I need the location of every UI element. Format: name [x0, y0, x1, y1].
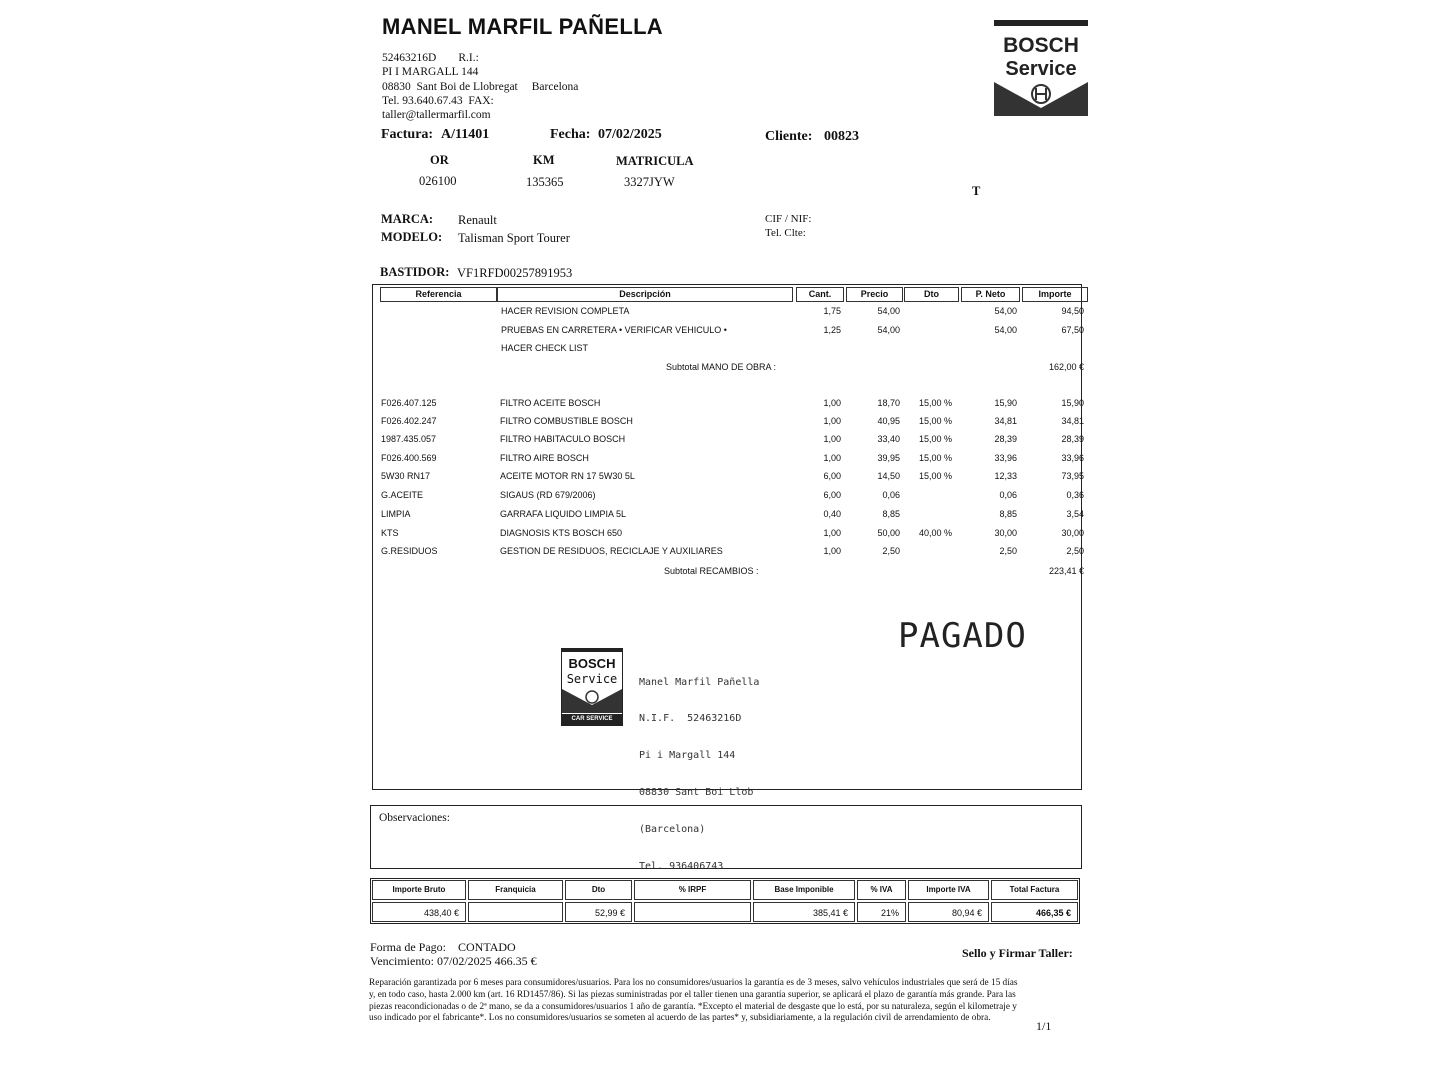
- cell-price: 33,40: [877, 434, 900, 444]
- parts-subtotal-value: 223,41 €: [1048, 566, 1084, 576]
- cell-desc: GARRAFA LIQUIDO LIMPIA 5L: [500, 509, 627, 519]
- cell-amount: 28,39: [1061, 434, 1084, 444]
- totals-header: Dto: [565, 880, 632, 900]
- bosch-armature-icon: [994, 82, 1088, 116]
- cell-net: 54,00: [994, 306, 1017, 316]
- invoice-number-label: Factura:: [381, 127, 434, 142]
- logo-word-service: Service: [1005, 58, 1077, 80]
- cell-disc: 15,00 %: [918, 434, 952, 444]
- table-row: [0, 325, 1440, 341]
- table-row: [0, 416, 1440, 432]
- table-row: [0, 306, 1440, 322]
- cell-qty: 6,00: [823, 490, 841, 500]
- cell-net: 0,06: [999, 490, 1017, 500]
- cell-price: 8,85: [882, 509, 900, 519]
- cell-net: 12,33: [994, 471, 1017, 481]
- totals-header: Total Factura: [991, 880, 1078, 900]
- cell-qty: 1,75: [823, 306, 841, 316]
- table-row: [0, 490, 1440, 506]
- total-discount: 52,99 €: [565, 902, 632, 922]
- company-name: MANEL MARFIL PAÑELLA: [382, 14, 663, 39]
- total-gross: 438,40 €: [372, 902, 466, 922]
- cell-amount: 0,36: [1066, 490, 1084, 500]
- company-province: Barcelona: [531, 81, 579, 93]
- company-address: PI I MARGALL 144: [382, 66, 479, 78]
- stamp-line: (Barcelona): [639, 824, 706, 836]
- table-row: [0, 528, 1440, 544]
- stamp-logo-car-service: CAR SERVICE: [562, 714, 622, 725]
- payment-due: 07/02/2025 466.35 €: [436, 954, 537, 968]
- plate-value: 3327JYW: [624, 175, 675, 189]
- chassis-label: BASTIDOR:: [380, 265, 450, 279]
- invoice-date: 07/02/2025: [598, 127, 662, 142]
- parts-subtotal-row: [0, 566, 1440, 582]
- cell-ref: F026.400.569: [381, 453, 437, 463]
- brand-value: Renault: [458, 213, 497, 227]
- cell-qty: 1,00: [823, 416, 841, 426]
- or-value: 026100: [419, 174, 457, 188]
- table-row: [0, 546, 1440, 562]
- km-label: KM: [533, 153, 555, 167]
- total-irpf: [634, 902, 751, 922]
- stamp-logo-word-service: Service: [566, 672, 618, 686]
- payment-method-line: [370, 940, 516, 955]
- marker-t: T: [972, 184, 981, 198]
- cell-amount: 30,00: [1061, 528, 1084, 538]
- observations-label: Observaciones:: [379, 812, 450, 824]
- cell-qty: 1,00: [823, 398, 841, 408]
- cell-qty: 1,00: [823, 434, 841, 444]
- page-number: 1/1: [1036, 1019, 1052, 1033]
- cell-amount: 73,95: [1061, 471, 1084, 481]
- payment-due-line: [370, 954, 537, 969]
- cell-qty: 1,00: [823, 528, 841, 538]
- cell-desc: DIAGNOSIS KTS BOSCH 650: [500, 528, 623, 538]
- col-header-desc: Descripción: [497, 287, 793, 302]
- cell-amount: 15,90: [1061, 398, 1084, 408]
- cell-disc: 15,00 %: [918, 471, 952, 481]
- logo-word-bosch: BOSCH: [1003, 34, 1079, 57]
- cell-ref: KTS: [381, 528, 399, 538]
- cell-desc: FILTRO ACEITE BOSCH: [500, 398, 601, 408]
- cell-price: 0,06: [882, 490, 900, 500]
- cell-net: 30,00: [994, 528, 1017, 538]
- client-number: 00823: [824, 129, 859, 144]
- table-row: [0, 453, 1440, 469]
- cell-net: 2,50: [999, 546, 1017, 556]
- table-row: [0, 343, 1440, 359]
- labour-subtotal-value: 162,00 €: [1048, 362, 1084, 372]
- cell-disc: 15,00 %: [918, 416, 952, 426]
- cell-price: 2,50: [882, 546, 900, 556]
- stamp-line: Pi i Margall 144: [639, 750, 736, 762]
- cell-desc: HACER CHECK LIST: [501, 343, 589, 353]
- cell-net: 54,00: [994, 325, 1017, 335]
- cell-qty: 6,00: [823, 471, 841, 481]
- cell-desc: ACEITE MOTOR RN 17 5W30 5L: [500, 471, 635, 481]
- cell-price: 40,95: [877, 416, 900, 426]
- payment-due-label: Vencimiento:: [370, 954, 434, 968]
- cell-disc: 15,00 %: [918, 398, 952, 408]
- cell-ref: G.RESIDUOS: [381, 546, 438, 556]
- labour-subtotal-label: Subtotal MANO DE OBRA :: [666, 362, 777, 372]
- table-row: [0, 398, 1440, 414]
- total-invoice: 466,35 €: [991, 902, 1078, 922]
- col-header-ref: Referencia: [380, 287, 497, 302]
- total-taxable-base: 385,41 €: [753, 902, 855, 922]
- client-label: Cliente:: [765, 129, 813, 144]
- cell-price: 18,70: [877, 398, 900, 408]
- brand-label: MARCA:: [381, 212, 434, 226]
- or-label: OR: [430, 153, 449, 167]
- stamp-logo-word-bosch: BOSCH: [568, 656, 616, 671]
- total-vat-rate: 21%: [857, 902, 906, 922]
- total-vat-amount: 80,94 €: [908, 902, 989, 922]
- totals-header: Importe IVA: [908, 880, 989, 900]
- cell-net: 33,96: [994, 453, 1017, 463]
- bosch-service-logo: [994, 20, 1088, 116]
- cell-price: 54,00: [877, 325, 900, 335]
- model-value: Talisman Sport Tourer: [458, 231, 570, 245]
- plate-label: MATRICULA: [616, 154, 694, 168]
- cell-qty: 1,25: [823, 325, 841, 335]
- totals-header: % IVA: [857, 880, 906, 900]
- cell-price: 54,00: [877, 306, 900, 316]
- cell-qty: 0,40: [823, 509, 841, 519]
- company-phone: Tel. 93.640.67.43 FAX:: [382, 95, 494, 107]
- cell-amount: 67,50: [1061, 325, 1084, 335]
- table-row: [0, 509, 1440, 525]
- invoice-date-label: Fecha:: [550, 127, 591, 142]
- stamp-line: 08830 Sant Boi Llob: [639, 787, 754, 799]
- table-row: [0, 434, 1440, 450]
- cell-ref: LIMPIA: [381, 509, 411, 519]
- company-nif-line: [382, 51, 479, 65]
- cell-desc: SIGAUS (RD 679/2006): [500, 490, 596, 500]
- paid-stamp: PAGADO: [898, 616, 1027, 656]
- cell-desc: GESTION DE RESIDUOS, RECICLAJE Y AUXILIARES: [500, 546, 723, 556]
- cell-qty: 1,00: [823, 453, 841, 463]
- col-header-amount: Importe: [1022, 287, 1088, 302]
- cell-price: 39,95: [877, 453, 900, 463]
- observations-box: [370, 805, 1082, 869]
- company-nif: 52463216D: [382, 52, 437, 64]
- cell-desc: FILTRO COMBUSTIBLE BOSCH: [500, 416, 633, 426]
- company-email: taller@tallermarfil.com: [382, 109, 491, 121]
- cell-amount: 2,50: [1066, 546, 1084, 556]
- stamp-armature-icon: [562, 689, 622, 713]
- cell-ref: F026.407.125: [381, 398, 437, 408]
- company-postal-city: 08830 Sant Boi de Llobregat: [382, 81, 518, 93]
- invoice-number: A/11401: [441, 127, 490, 142]
- totals-header: Importe Bruto: [372, 880, 466, 900]
- signature-label: Sello y Firmar Taller:: [962, 946, 1073, 960]
- table-row: [0, 471, 1440, 487]
- totals-header: Franquicia: [468, 880, 563, 900]
- cell-ref: 5W30 RN17: [381, 471, 431, 481]
- col-header-price: Precio: [846, 287, 903, 302]
- cell-amount: 3,54: [1066, 509, 1084, 519]
- km-value: 135365: [526, 175, 564, 189]
- col-header-qty: Cant.: [796, 287, 844, 302]
- model-label: MODELO:: [381, 230, 443, 244]
- cell-disc: 40,00 %: [918, 528, 952, 538]
- col-header-disc: Dto: [904, 287, 959, 302]
- totals-header: % IRPF: [634, 880, 751, 900]
- cell-qty: 1,00: [823, 546, 841, 556]
- payment-method: CONTADO: [458, 940, 516, 954]
- stamp-line: N.I.F. 52463216D: [639, 713, 742, 725]
- cell-desc: FILTRO AIRE BOSCH: [500, 453, 589, 463]
- cell-desc: PRUEBAS EN CARRETERA • VERIFICAR VEHICULO •: [501, 325, 727, 335]
- totals-header: Base Imponible: [753, 880, 855, 900]
- cif-label: CIF / NIF:: [765, 213, 812, 225]
- parts-subtotal-label: Subtotal RECAMBIOS :: [664, 566, 759, 576]
- chassis-value: VF1RFD00257891953: [457, 266, 573, 280]
- labour-subtotal-row: [0, 362, 1440, 378]
- cell-desc: FILTRO HABITACULO BOSCH: [500, 434, 626, 444]
- cell-price: 50,00: [877, 528, 900, 538]
- cell-amount: 34,81: [1061, 416, 1084, 426]
- cell-price: 14,50: [877, 471, 900, 481]
- cell-ref: 1987.435.057: [381, 434, 437, 444]
- cell-ref: F026.402.247: [381, 416, 437, 426]
- stamp-line: Manel Marfil Pañella: [639, 676, 760, 688]
- warranty-legal-text: Reparación garantizada por 6 meses para consumidores/usuarios. Para los no consumidores/usuarios la garantía es de 3 meses, salvo vehículos industriales que será de 15 días y, en todo caso, hasta 2.000 km (art. 16 RD1457/86). Si las piezas suministradas por el taller tienen una garantía superior, se aplicará el plazo de garantía más grande. Para las piezas reacondicionadas o de 2ª mano, se da a consumidores/usuarios 1 año de garantía. *Excepto el material de desgaste que lo está, por su naturaleza, según el kilometraje y uso indicado por el fabricante*. Los no consumidores/usuarios se someten al acuerdo de las partes* y, subsidiariamente, a la regulación civil de arrendamiento de obra.: [369, 978, 1018, 1024]
- col-header-net: P. Neto: [961, 287, 1020, 302]
- client-tel-label: Tel. Clte:: [765, 227, 806, 239]
- cell-disc: 15,00 %: [918, 453, 952, 463]
- cell-net: 28,39: [994, 434, 1017, 444]
- cell-net: 34,81: [994, 416, 1017, 426]
- stamp-bosch-logo: [561, 648, 623, 726]
- cell-net: 15,90: [994, 398, 1017, 408]
- cell-net: 8,85: [999, 509, 1017, 519]
- cell-desc: HACER REVISION COMPLETA: [501, 306, 630, 316]
- cell-amount: 33,96: [1061, 453, 1084, 463]
- cell-amount: 94,50: [1061, 306, 1084, 316]
- payment-method-label: Forma de Pago:: [370, 940, 446, 954]
- total-franchise: [468, 902, 563, 922]
- cell-ref: G.ACEITE: [381, 490, 424, 500]
- company-ri: R.I.:: [458, 52, 479, 64]
- company-city-line: [382, 80, 578, 94]
- stamp-line: Tel. 936406743: [639, 861, 724, 873]
